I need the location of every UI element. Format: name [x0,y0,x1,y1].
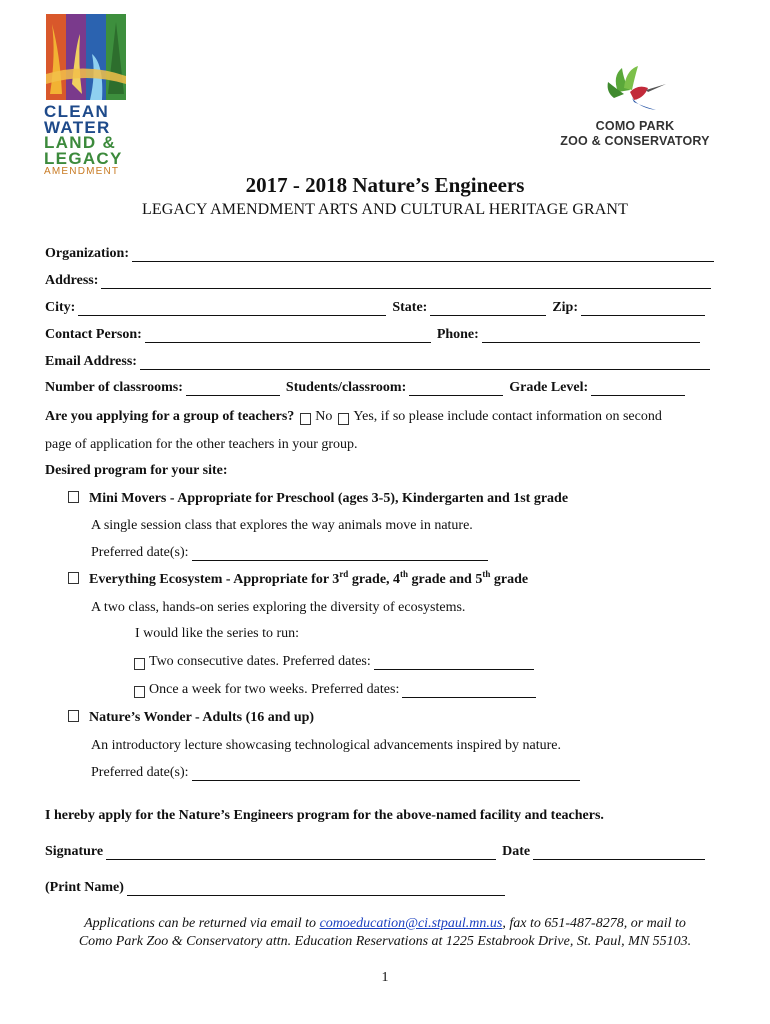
logo-zoo-conservatory: ZOO & CONSERVATORY [560,134,710,148]
state-label: State: [392,300,428,315]
yes-checkbox[interactable] [338,413,349,425]
natures-wonder-dates-label: Preferred date(s): [91,765,189,780]
num-classrooms-field[interactable] [186,382,280,396]
footer-line-1 [0,916,770,932]
print-name-row [45,880,511,896]
no-label: No [315,409,333,424]
contact-person-label: Contact Person: [45,327,142,342]
mini-movers-title: Mini Movers - Appropriate for Preschool (ages 3-5), Kindergarten and 1st grade [89,491,569,506]
organization-label: Organization: [45,246,129,261]
contact-person-field[interactable] [145,329,431,343]
email-label: Email Address: [45,354,137,369]
num-classrooms-label: Number of classrooms: [45,380,183,395]
zip-field[interactable] [581,302,705,316]
signature-field[interactable] [106,846,496,860]
address-row [45,273,717,289]
organization-field[interactable] [132,248,714,262]
signature-label: Signature [45,844,104,859]
mini-movers-dates-label: Preferred date(s): [91,545,189,560]
weekly-dates-field[interactable] [402,684,536,698]
ecosystem-description: A two class, hands-on series exploring the diversity of ecosystems. [91,600,466,615]
mini-movers-dates-field[interactable] [192,547,488,561]
group-question-label: Are you applying for a group of teachers? [45,409,295,424]
logo-line-land: LAND & [44,133,117,152]
logo-line-water: WATER [44,117,111,137]
natures-wonder-dates-row [91,765,586,781]
group-question-row [45,409,662,425]
students-classroom-field[interactable] [409,382,503,396]
print-name-field[interactable] [127,882,505,896]
consecutive-dates-label: Two consecutive dates. Preferred dates: [149,654,371,669]
natures-wonder-checkbox[interactable] [68,710,79,722]
footer-text-b: , fax to 651-487-8278, or mail to [502,916,686,931]
ecosystem-title-b: grade, 4 [348,572,401,587]
ecosystem-series-label: I would like the series to run: [135,626,300,641]
weekly-dates-label: Once a week for two weeks. Preferred dates: [149,682,400,697]
ecosystem-title-c: grade and 5 [408,572,483,587]
consecutive-dates-field[interactable] [374,656,534,670]
hummingbird-icon [604,62,668,114]
desired-program-label: Desired program for your site: [45,463,228,478]
page-number: 1 [381,970,389,985]
footer-line-2: Como Park Zoo & Conservatory attn. Education Reservations at 1225 Estabrook Drive, St. Paul, MN 55103. [78,934,692,949]
natures-wonder-option [64,710,314,726]
apply-statement: I hereby apply for the Nature’s Engineers program for the above-named facility and teachers. [45,808,604,823]
ecosystem-option-consecutive [130,654,540,670]
natures-wonder-title: Nature’s Wonder - Adults (16 and up) [89,710,315,725]
phone-field[interactable] [482,329,700,343]
footer-text-a: Applications can be returned via email to [84,916,320,931]
email-field[interactable] [140,356,710,370]
como-park-zoo-logo [560,62,710,152]
address-field[interactable] [101,275,711,289]
zip-label: Zip: [552,300,579,315]
logo-como-park: COMO PARK [595,119,675,133]
print-name-label: (Print Name) [45,880,124,895]
city-field[interactable] [78,302,386,316]
ecosystem-sup-th2: th [482,569,491,579]
ecosystem-checkbox[interactable] [68,572,79,584]
mini-movers-description: A single session class that explores the way animals move in nature. [91,518,473,533]
phone-label: Phone: [436,327,479,342]
consecutive-dates-checkbox[interactable] [134,658,145,670]
logo-line-amendment: AMENDMENT [44,166,120,177]
classroom-info-row [45,380,691,396]
mini-movers-option [64,491,568,507]
ecosystem-sup-rd: rd [339,569,349,579]
signature-row [45,844,711,860]
ecosystem-option-weekly [130,682,542,698]
ecosystem-title-d: grade [490,572,529,587]
natures-wonder-description: An introductory lecture showcasing technological advancements inspired by nature. [91,738,562,753]
mini-movers-dates-row [91,545,494,561]
clean-water-land-legacy-logo [44,14,128,177]
city-state-zip-row [45,300,711,316]
state-field[interactable] [430,302,546,316]
city-label: City: [45,300,76,315]
natures-wonder-dates-field[interactable] [192,767,580,781]
address-label: Address: [45,273,99,288]
email-link[interactable]: comoeducation@ci.stpaul.mn.us [319,916,503,931]
contact-phone-row [45,327,706,343]
yes-label: Yes, if so please include contact information on second [353,409,662,424]
students-classroom-label: Students/classroom: [285,380,407,395]
logo-line-legacy: LEGACY [44,148,123,168]
page-title: 2017 - 2018 Nature’s Engineers [245,173,525,197]
ecosystem-title-a: Everything Ecosystem - Appropriate for 3 [89,572,340,587]
weekly-dates-checkbox[interactable] [134,686,145,698]
organization-row [45,246,720,262]
legacy-amendment-art-icon [46,14,126,100]
grade-level-field[interactable] [591,382,685,396]
date-field[interactable] [533,846,705,860]
ecosystem-option [64,569,529,588]
logo-line-clean: CLEAN [44,102,110,121]
group-question-continued: page of application for the other teachers in your group. [45,437,358,452]
grade-level-label: Grade Level: [509,380,589,395]
mini-movers-checkbox[interactable] [68,491,79,503]
email-row [45,354,716,370]
no-checkbox[interactable] [300,413,311,425]
date-label: Date [502,844,531,859]
ecosystem-sup-th1: th [400,569,409,579]
page-subtitle: LEGACY AMENDMENT ARTS AND CULTURAL HERITAGE GRANT [142,201,628,218]
